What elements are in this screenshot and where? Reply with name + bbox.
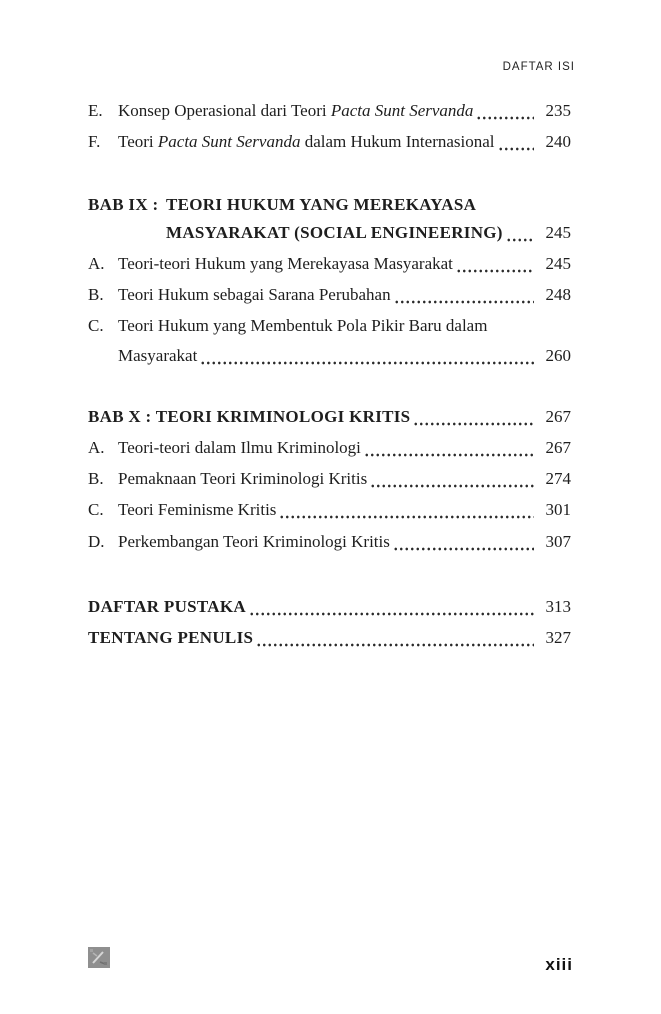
entry-label: C. — [88, 316, 104, 335]
toc-entry-ix-b — [88, 279, 571, 310]
publisher-logo — [88, 947, 110, 968]
section-title: TENTANG PENULIS — [88, 628, 254, 647]
entry-page-number: 245 — [545, 223, 571, 242]
entry-label: A. — [88, 438, 105, 457]
entry-page-number: 240 — [545, 132, 571, 151]
toc-chapter-bab-ix-line1 — [88, 189, 571, 220]
dot-leader — [256, 622, 534, 653]
entry-label: B. — [88, 469, 104, 488]
entry-page-number: 260 — [545, 346, 571, 365]
entry-page-number: 245 — [545, 254, 571, 273]
toc-entry-x-b — [88, 463, 571, 494]
entry-title-italic: Pacta Sunt Servanda — [157, 132, 301, 151]
toc-entry-e — [88, 95, 571, 126]
entry-title: Teori Hukum sebagai Sarana Perubahan — [118, 285, 391, 304]
dot-leader — [279, 494, 534, 525]
chapter-title-continued: MASYARAKAT (SOCIAL ENGINEERING) — [166, 223, 503, 242]
entry-page-number: 267 — [545, 407, 571, 426]
dot-leader — [476, 95, 534, 126]
toc-entry-x-a — [88, 432, 571, 463]
dot-leader — [413, 401, 534, 432]
entry-title: Teori Pacta Sunt Servanda dalam Hukum Internasional — [118, 132, 495, 151]
dot-leader — [498, 126, 534, 157]
chapter-label: BAB IX : — [88, 195, 159, 214]
running-head: DAFTAR ISI — [502, 61, 575, 73]
toc-chapter-bab-ix-line2 — [166, 217, 571, 248]
entry-label: C. — [88, 500, 104, 519]
entry-page-number: 327 — [545, 628, 571, 647]
entry-page-number: 267 — [545, 438, 571, 457]
entry-title: Konsep Operasional dari Teori Pacta Sunt Servanda — [118, 101, 474, 120]
dot-leader — [249, 591, 534, 622]
entry-page-number: 248 — [545, 285, 571, 304]
entry-label: D. — [88, 532, 105, 551]
entry-title: Teori Feminisme Kritis — [118, 500, 277, 519]
dot-leader — [200, 340, 534, 371]
entry-label: F. — [88, 132, 101, 151]
section-title: DAFTAR PUSTAKA — [88, 597, 246, 616]
toc-entry-ix-a — [88, 248, 571, 279]
dot-leader — [394, 279, 534, 310]
entry-page-number: 235 — [545, 101, 571, 120]
entry-page-number: 313 — [545, 597, 571, 616]
entry-page-number: 274 — [545, 469, 571, 488]
entry-title: Perkembangan Teori Kriminologi Kritis — [118, 532, 390, 551]
toc-entry-tentang-penulis — [88, 622, 571, 653]
toc-entry-x-c — [88, 494, 571, 525]
toc-entry-daftar-pustaka — [88, 591, 571, 622]
dot-leader — [506, 217, 534, 248]
chapter-title: TEORI HUKUM YANG MEREKAYASA — [166, 195, 477, 214]
toc-entry-x-d — [88, 526, 571, 557]
chapter-title: BAB X : TEORI KRIMINOLOGI KRITIS — [88, 407, 411, 426]
entry-title: Teori Hukum yang Membentuk Pola Pikir Baru dalam — [118, 316, 488, 335]
dot-leader — [393, 526, 534, 557]
entry-title-continued: Masyarakat — [118, 346, 198, 365]
entry-label: B. — [88, 285, 104, 304]
entry-title-italic: Pacta Sunt Servanda — [330, 101, 474, 120]
entry-title: Pemaknaan Teori Kriminologi Kritis — [118, 469, 368, 488]
toc-entry-ix-c-line2 — [118, 340, 571, 371]
dot-leader — [364, 432, 534, 463]
entry-label: A. — [88, 254, 105, 273]
entry-title: Teori-teori Hukum yang Merekayasa Masyarakat — [118, 254, 453, 273]
entry-label: E. — [88, 101, 103, 120]
entry-page-number: 301 — [545, 500, 571, 519]
entry-title: Teori-teori dalam Ilmu Kriminologi — [118, 438, 361, 457]
toc-entry-f — [88, 126, 571, 157]
entry-page-number: 307 — [545, 532, 571, 551]
dot-leader — [370, 463, 534, 494]
toc-chapter-bab-x — [88, 401, 571, 432]
dot-leader — [456, 248, 534, 279]
page-number-folio: xiii — [545, 955, 573, 974]
toc-entry-ix-c-line1 — [88, 310, 571, 341]
